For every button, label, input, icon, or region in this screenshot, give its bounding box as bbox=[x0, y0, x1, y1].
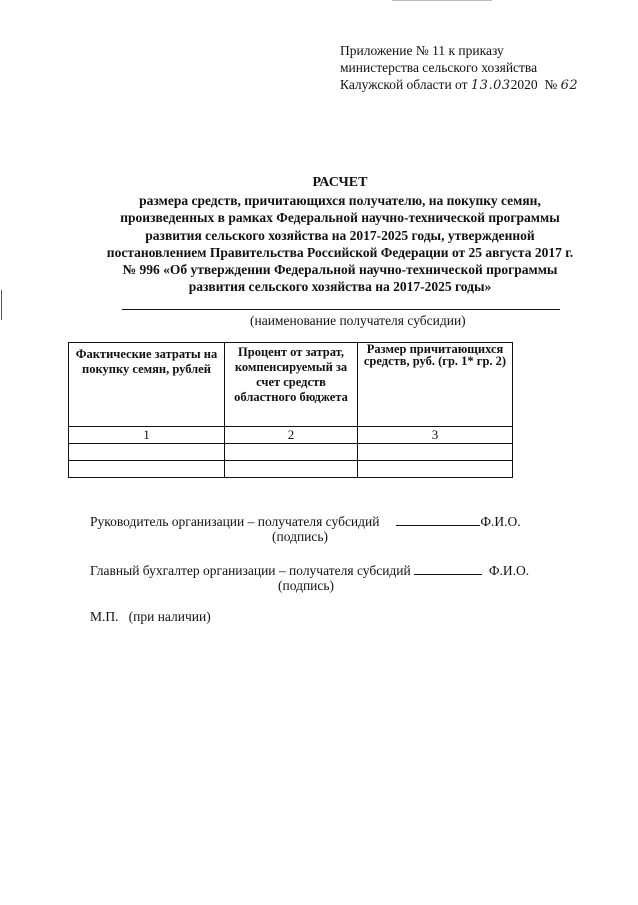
appendix-reference bbox=[340, 42, 578, 94]
accountant-signature-label: Главный бухгалтер организации – получателя субсидий bbox=[90, 563, 411, 578]
appendix-line-1: Приложение № 11 к приказу bbox=[340, 43, 504, 58]
table-cell bbox=[358, 461, 513, 478]
calculation-table bbox=[68, 342, 513, 478]
table-cell bbox=[69, 444, 225, 461]
table-cell bbox=[358, 444, 513, 461]
table-cell bbox=[69, 461, 225, 478]
table-row bbox=[69, 444, 513, 461]
handwritten-date: 13.03 bbox=[470, 78, 511, 93]
accountant-fio: Ф.И.О. bbox=[488, 563, 530, 578]
appendix-line-2: министерства сельского хозяйства bbox=[340, 60, 538, 75]
appendix-year: 2020 bbox=[510, 77, 538, 92]
table-cell bbox=[225, 444, 358, 461]
handwritten-number: 62 bbox=[560, 78, 579, 93]
table-cell bbox=[225, 461, 358, 478]
scan-artifact-left bbox=[1, 290, 2, 320]
recipient-name-line bbox=[122, 309, 560, 310]
recipient-name-caption: (наименование получателя субсидии) bbox=[250, 313, 466, 328]
document-title: РАСЧЕТ bbox=[312, 175, 368, 190]
head-signature-label: Руководитель организации – получателя субсидий bbox=[90, 514, 380, 529]
accountant-signature-blank bbox=[414, 562, 482, 575]
head-signature-line bbox=[90, 513, 521, 530]
appendix-line-3-prefix: Калужской области от bbox=[340, 77, 468, 92]
title-line-5: № 996 «Об утверждении Федеральной научно-технической программы bbox=[122, 262, 558, 278]
scan-artifact-top bbox=[392, 0, 492, 1]
title-line-6: развития сельского хозяйства на 2017-2025 годы» bbox=[188, 279, 492, 295]
appendix-number-label: № bbox=[544, 77, 558, 92]
appendix-line-3 bbox=[340, 76, 578, 94]
title-line-1: размера средств, причитающихся получателю, на покупку семян, bbox=[139, 193, 541, 209]
head-signature-caption: (подпись) bbox=[272, 529, 329, 544]
header-compensation-percent: Процент от затрат, компенсируемый за счет средств областного бюджета bbox=[225, 343, 358, 427]
accountant-signature-line bbox=[90, 562, 529, 579]
table-row bbox=[69, 461, 513, 478]
header-amount-due: Размер причитающихся средств, руб. (гр. 1* гр. 2) bbox=[358, 343, 513, 427]
head-fio: Ф.И.О. bbox=[480, 514, 521, 529]
table-row-column-numbers bbox=[69, 427, 513, 444]
column-number-1: 1 bbox=[69, 427, 225, 444]
column-number-3: 3 bbox=[358, 427, 513, 444]
header-actual-costs: Фактические затраты на покупку семян, рублей bbox=[69, 343, 225, 427]
table-header-row bbox=[69, 343, 513, 427]
document-title-block bbox=[90, 174, 590, 295]
title-line-4: постановлением Правительства Российской Федерации от 25 августа 2017 г. bbox=[106, 244, 574, 260]
head-signature-blank bbox=[396, 513, 480, 526]
accountant-signature-caption: (подпись) bbox=[278, 578, 335, 593]
column-number-2: 2 bbox=[225, 427, 358, 444]
title-line-3: развития сельского хозяйства на 2017-2025 годы, утвержденной bbox=[145, 227, 535, 243]
stamp-place: М.П. (при наличии) bbox=[90, 609, 211, 624]
title-line-2: произведенных в рамках Федеральной научно-технической программы bbox=[120, 210, 560, 226]
